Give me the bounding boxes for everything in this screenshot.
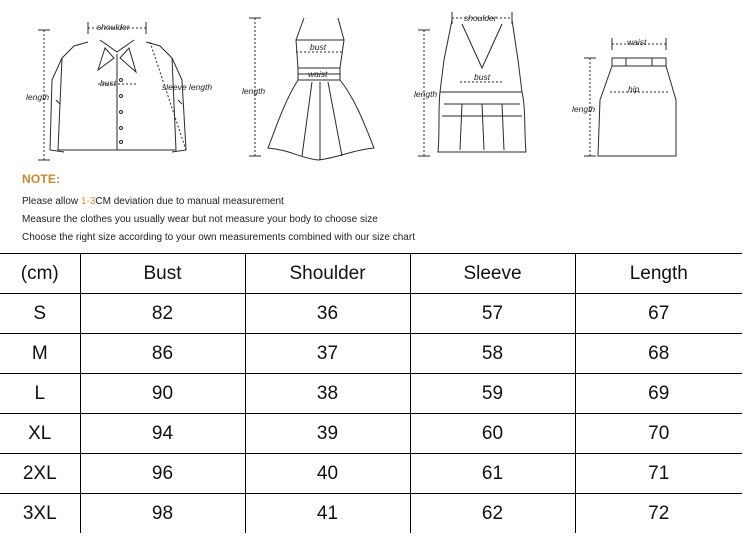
sleeve-cell: 59 <box>410 374 575 414</box>
length-cell: 70 <box>575 414 742 454</box>
size-table <box>0 253 742 533</box>
table-row <box>0 454 742 494</box>
note-line-measure: Measure the clothes you usually wear but not measure your body to choose size <box>22 214 378 225</box>
bust-cell: 90 <box>80 374 245 414</box>
sleeve-cell: 58 <box>410 334 575 374</box>
sleeve-cell: 60 <box>410 414 575 454</box>
shirt-sleeve-label: sleeve length <box>162 82 213 92</box>
size-label: M <box>0 334 80 374</box>
skirt-illustration <box>584 38 676 156</box>
shoulder-cell: 39 <box>245 414 410 454</box>
note-line-deviation-post: CM deviation due to manual measurement <box>95 196 284 207</box>
note-deviation-highlight: 1-3 <box>80 196 96 207</box>
header-length: Length <box>575 254 742 294</box>
shoulder-cell: 40 <box>245 454 410 494</box>
size-table-header-row <box>0 254 742 294</box>
garment-illustrations <box>0 0 744 166</box>
header-unit: (cm) <box>0 254 80 294</box>
size-label: 2XL <box>0 454 80 494</box>
table-row <box>0 494 742 534</box>
note-title: NOTE: <box>22 172 61 186</box>
header-sleeve: Sleeve <box>410 254 575 294</box>
bust-cell: 96 <box>80 454 245 494</box>
skirt-waist-label: waist <box>627 37 647 47</box>
bust-cell: 94 <box>80 414 245 454</box>
length-cell: 69 <box>575 374 742 414</box>
shirt-bust-label: bust <box>100 78 117 88</box>
sleeve-cell: 61 <box>410 454 575 494</box>
dress-illustration <box>249 18 374 160</box>
shoulder-cell: 36 <box>245 294 410 334</box>
table-row <box>0 294 742 334</box>
top-shoulder-label: shoulder <box>464 13 497 23</box>
size-label: L <box>0 374 80 414</box>
dress-waist-label: waist <box>308 69 328 79</box>
table-row <box>0 414 742 454</box>
length-cell: 67 <box>575 294 742 334</box>
note-line-choose: Choose the right size according to your own measurements combined with our size chart <box>22 232 415 243</box>
size-label: XL <box>0 414 80 454</box>
length-cell: 72 <box>575 494 742 534</box>
header-shoulder: Shoulder <box>245 254 410 294</box>
measurement-notes <box>22 172 722 247</box>
top-bust-label: bust <box>474 72 491 82</box>
note-line-deviation <box>22 193 722 211</box>
length-cell: 68 <box>575 334 742 374</box>
top-illustration <box>418 12 526 156</box>
shoulder-cell: 38 <box>245 374 410 414</box>
skirt-length-label: length <box>572 104 596 114</box>
length-cell: 71 <box>575 454 742 494</box>
table-row <box>0 374 742 414</box>
note-line-deviation-pre: Please allow <box>22 196 81 207</box>
shirt-length-label: length <box>26 92 50 102</box>
bust-cell: 86 <box>80 334 245 374</box>
shoulder-cell: 37 <box>245 334 410 374</box>
bust-cell: 82 <box>80 294 245 334</box>
shirt-shoulder-label: shoulder <box>97 22 130 32</box>
top-length-label: length <box>414 89 438 99</box>
header-bust: Bust <box>80 254 245 294</box>
size-label: S <box>0 294 80 334</box>
dress-bust-label: bust <box>310 42 327 52</box>
table-row <box>0 334 742 374</box>
bust-cell: 98 <box>80 494 245 534</box>
sleeve-cell: 57 <box>410 294 575 334</box>
garment-drawings <box>0 0 744 166</box>
size-label: 3XL <box>0 494 80 534</box>
shoulder-cell: 41 <box>245 494 410 534</box>
skirt-hip-label: hip <box>628 84 640 94</box>
sleeve-cell: 62 <box>410 494 575 534</box>
dress-length-label: length <box>242 86 266 96</box>
